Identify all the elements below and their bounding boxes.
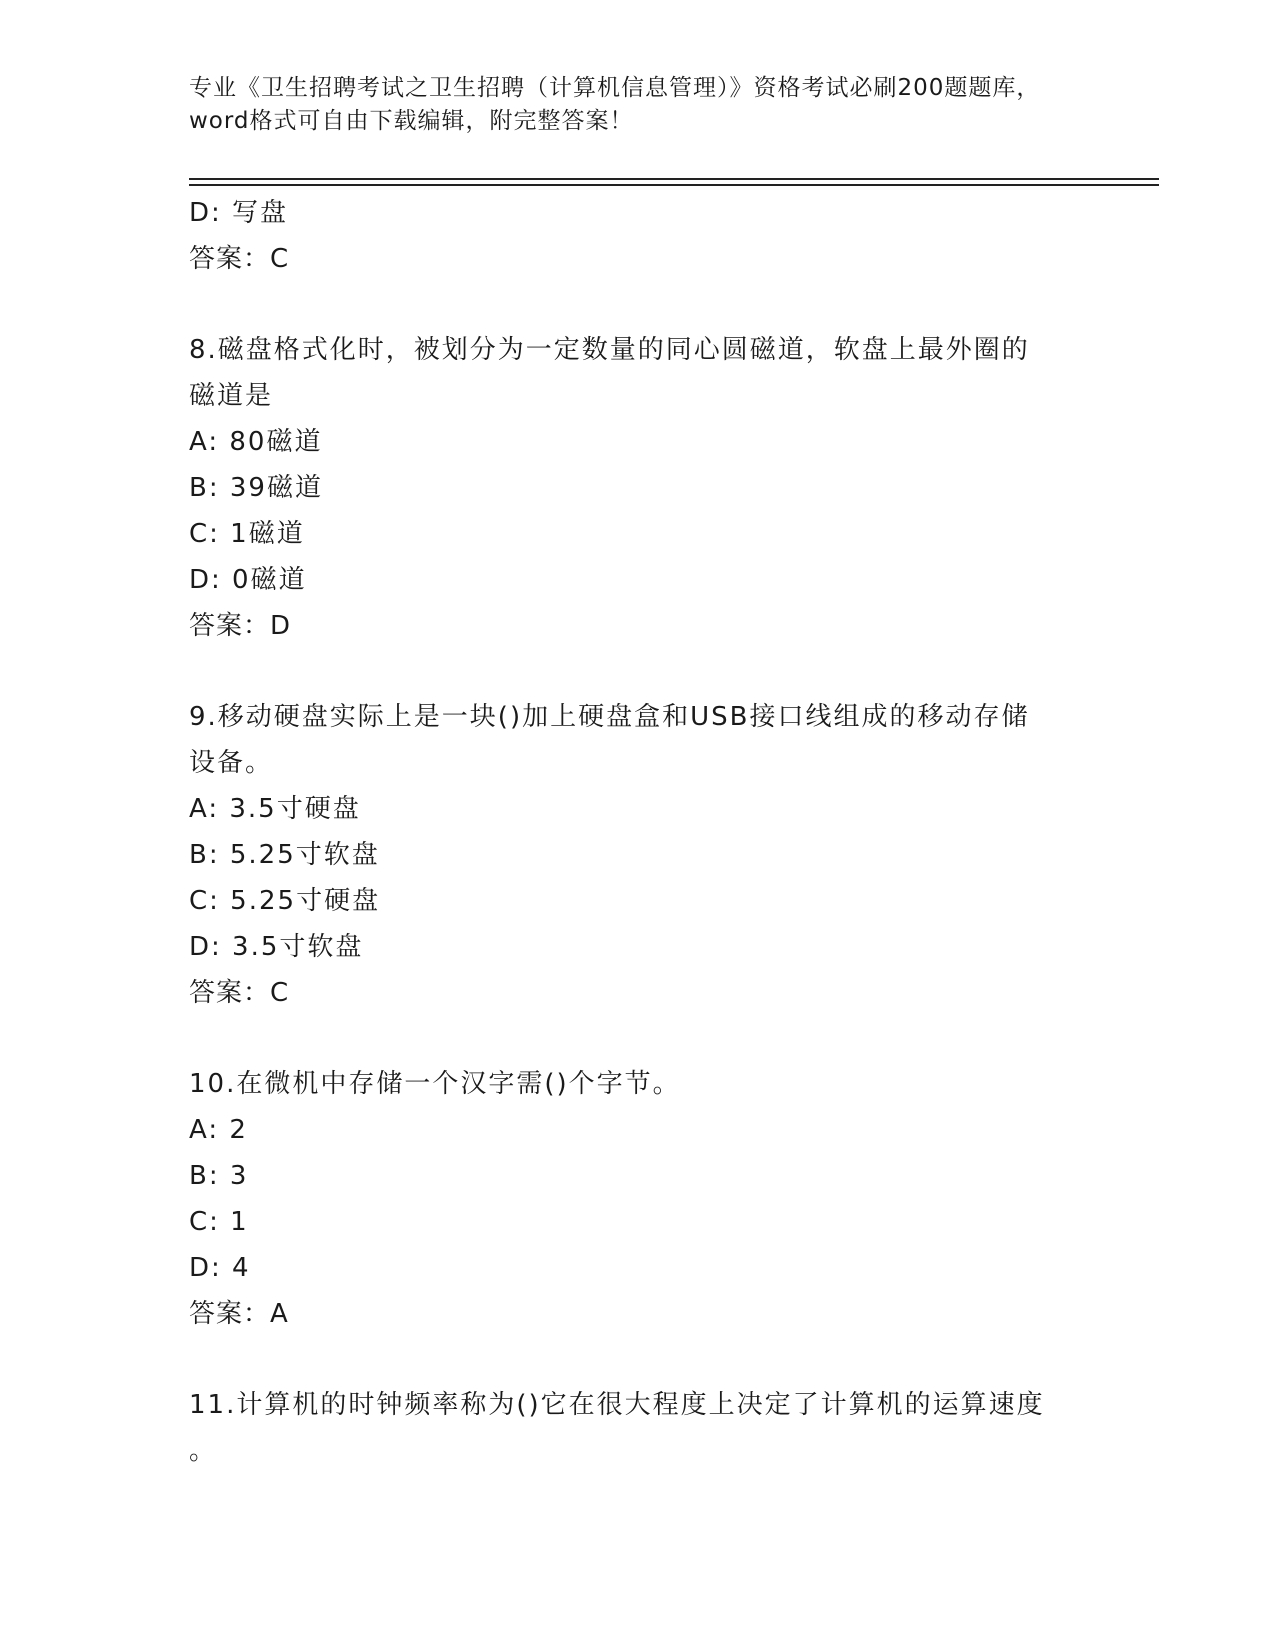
header-title-line-2: word格式可自由下载编辑，附完整答案！ [189, 108, 634, 134]
option-c: C: 5.25寸硬盘 [189, 886, 381, 916]
option-b: B: 3 [189, 1161, 249, 1191]
option-b: B: 5.25寸软盘 [189, 840, 380, 870]
option-b: B: 39磁道 [189, 473, 323, 503]
option-d: D: 0磁道 [189, 565, 307, 595]
question-11 [189, 1382, 1089, 1474]
answer-line: 答案：D [189, 611, 292, 641]
spacer [189, 282, 1089, 327]
question-text-continued: 设备。 [189, 748, 274, 778]
option-a: A: 80磁道 [189, 427, 323, 457]
option-d: D: 4 [189, 1253, 251, 1283]
previous-question-tail [189, 190, 1089, 282]
question-10 [189, 1061, 1089, 1337]
answer-line: 答案：A [189, 1299, 289, 1329]
spacer [189, 1016, 1089, 1061]
option-d: D: 3.5寸软盘 [189, 932, 364, 962]
question-text: 8.磁盘格式化时，被划分为一定数量的同心圆磁道，软盘上最外圈的 [189, 335, 1030, 365]
option-a: A: 3.5寸硬盘 [189, 794, 361, 824]
header-title-line-1: 专业《卫生招聘考试之卫生招聘（计算机信息管理）》资格考试必刷200题题库， [189, 75, 1041, 101]
spacer [189, 649, 1089, 694]
option-a: A: 2 [189, 1115, 248, 1145]
question-9 [189, 694, 1089, 1016]
question-text: 9.移动硬盘实际上是一块()加上硬盘盒和USB接口线组成的移动存储 [189, 702, 1030, 732]
question-text: 11.计算机的时钟频率称为()它在很大程度上决定了计算机的运算速度 [189, 1390, 1045, 1420]
header-divider-bottom [189, 184, 1159, 186]
question-text-continued: 。 [189, 1436, 218, 1466]
option-d: D: 写盘 [189, 198, 289, 228]
document-header [189, 72, 1089, 138]
answer-line: 答案：C [189, 978, 290, 1008]
question-text: 10.在微机中存储一个汉字需()个字节。 [189, 1069, 681, 1099]
question-text-continued: 磁道是 [189, 381, 274, 411]
header-divider-top [189, 178, 1159, 180]
option-c: C: 1磁道 [189, 519, 305, 549]
answer-line: 答案：C [189, 244, 290, 274]
question-list [189, 190, 1089, 1474]
option-c: C: 1 [189, 1207, 249, 1237]
question-8 [189, 327, 1089, 649]
spacer [189, 1337, 1089, 1382]
